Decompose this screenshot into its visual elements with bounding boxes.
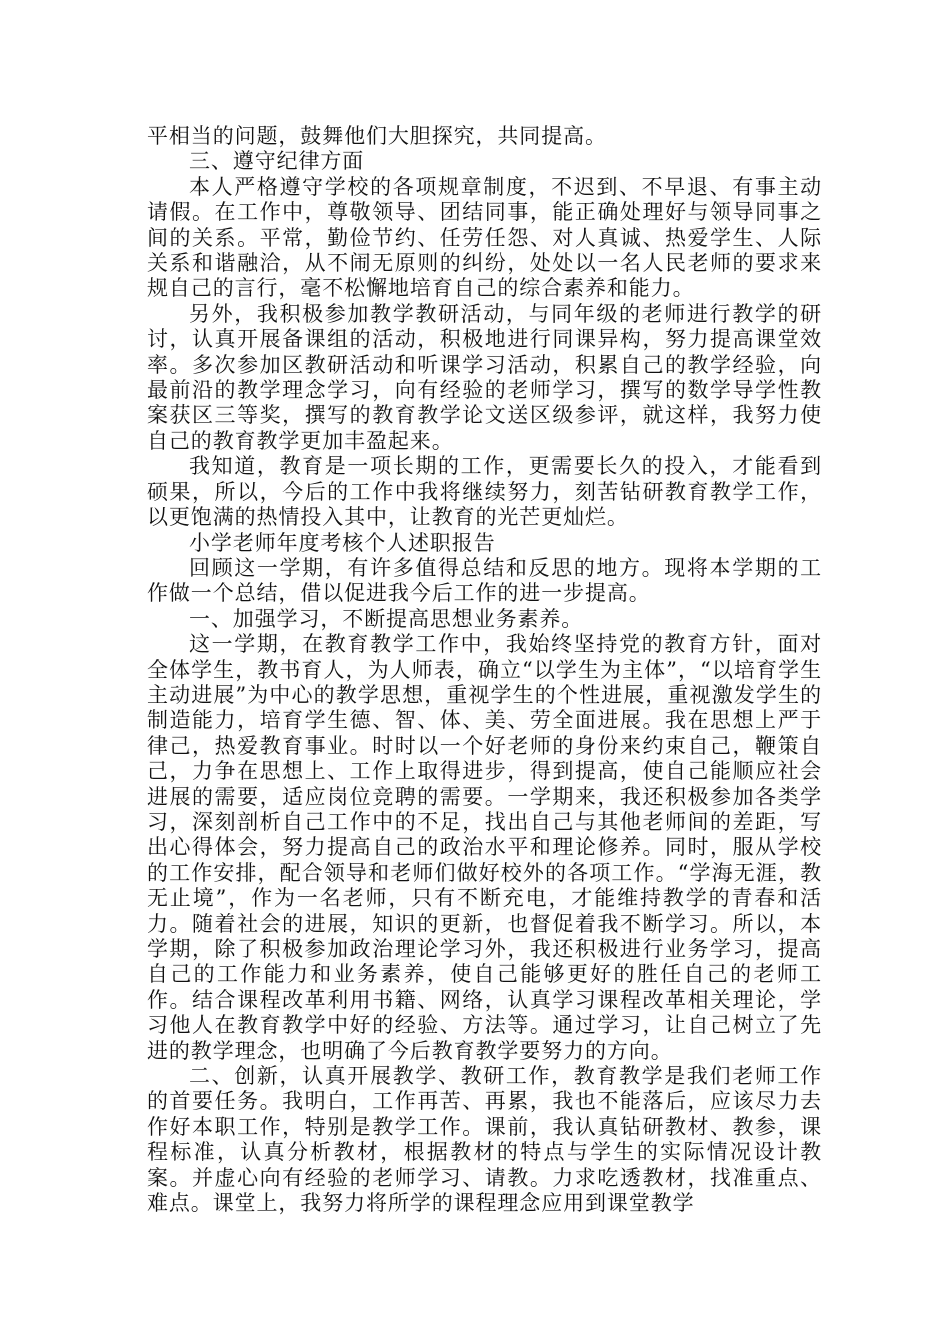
section-heading-study: 一、加强学习，不断提高思想业务素养。 xyxy=(189,606,584,631)
paragraph: 本人严格遵守学校的各项规章制度，不迟到、不早退、有事主动请假。在工作中，尊敬领导、团结同事，能正确处理好与领导同事之间的关系。平常，勤俭节约、任劳任怨、对人真诚、热爱学生、人际关系和谐融洽，从不闹无原则的纠纷，处处以一名人民老师的要求来规自己的言行，毫不松懈地培育自己的综合素养和能力。 xyxy=(147,174,822,301)
section-heading-innovation: 二、创新，认真开展教学、教研工作，教育教学是我们老师工作的首要任务。我明白，工作再苦、再累，我也不能落后，应该尽力去作好本职工作，特别是教学工作。课前，我认真钻研教材、教参，课程标准，认真分析教材，根据教材的特点与学生的实际情况设计教案。并虚心向有经验的老师学习、请教。力求吃透教材，找准重点、难点。课堂上，我努力将所学的课程理念应用到课堂教学 xyxy=(147,1064,822,1216)
paragraph: 另外，我积极参加教学教研活动，与同年级的老师进行教学的研讨，认真开展备课组的活动，积极地进行同课异构，努力提高课堂效率。多次参加区教研活动和听课学习活动，积累自己的教学经验，向最前沿的教学理念学习，向有经验的老师学习，撰写的数学导学性教案获区三等奖，撰写的教育教学论文送区级参评，就这样，我努力使自己的教育教学更加丰盈起来。 xyxy=(147,301,822,453)
paragraph: 这一学期，在教育教学工作中，我始终坚持党的教育方针，面对全体学生，教书育人，为人师表，确立“以学生为主体”，“以培育学生主动进展”为中心的教学思想，重视学生的个性进展，重视激发学生的制造能力，培育学生德、智、体、美、劳全面进展。我在思想上严于律己，热爱教育事业。时时以一个好老师的身份来约束自己，鞭策自己，力争在思想上、工作上取得进步，得到提高，使自己能顺应社会进展的需要，适应岗位竞聘的需要。一学期来，我还积极参加各类学习，深刻剖析自己工作中的不足，找出自己与其他老师间的差距，写出心得体会，努力提高自己的政治水平和理论修养。同时，服从学校的工作安排，配合领导和老师们做好校外的各项工作。“学海无涯，教无止境”，作为一名老师，只有不断充电，才能维持教学的青春和活力。随着社会的进展，知识的更新，也督促着我不断学习。所以，本学期，除了积极参加政治理论学习外，我还积极进行业务学习，提高自己的工作能力和业务素养，使自己能够更好的胜任自己的老师工作。结合课程改革利用书籍、网络，认真学习课程改革相关理论，学习他人在教育教学中好的经验、方法等。通过学习，让自己树立了先进的教学理念，也明确了今后教育教学要努力的方向。 xyxy=(147,632,822,1063)
paragraph: 回顾这一学期，有许多值得总结和反思的地方。现将本学期的工作做一个总结，借以促进我今后工作的进一步提高。 xyxy=(147,555,822,606)
paragraph: 平相当的问题，鼓舞他们大胆探究，共同提高。 xyxy=(147,124,607,148)
document-body xyxy=(147,124,822,1216)
report-title: 小学老师年度考核个人述职报告 xyxy=(189,530,496,555)
paragraph: 我知道，教育是一项长期的工作，更需要长久的投入，才能看到硕果，所以，今后的工作中我将继续努力，刻苦钻研教育教学工作，以更饱满的热情投入其中，让教育的光芒更灿烂。 xyxy=(147,454,822,530)
section-heading-discipline: 三、遵守纪律方面 xyxy=(189,149,365,174)
